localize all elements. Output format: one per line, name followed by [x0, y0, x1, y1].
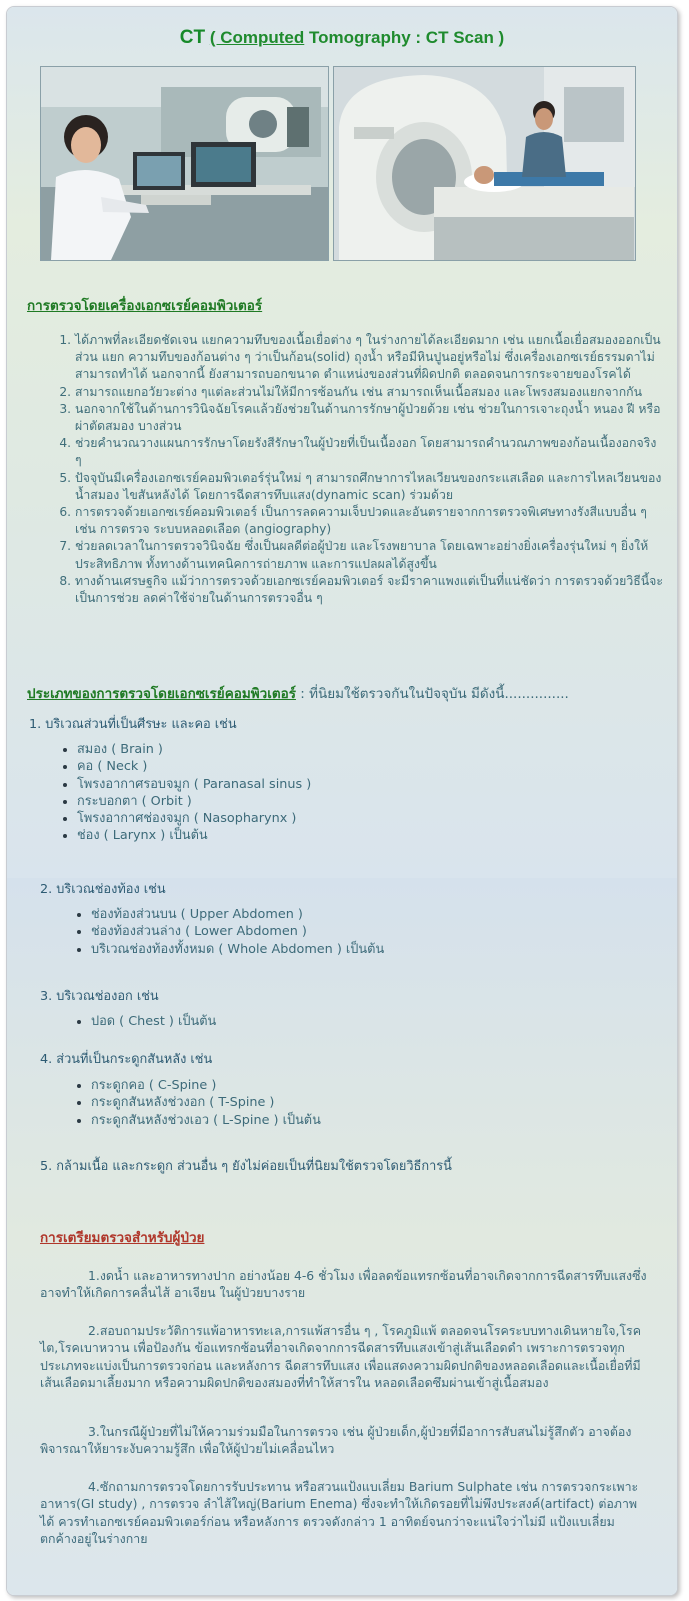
patient-in-ct-scanner-photo	[333, 66, 636, 261]
list-item: • บริเวณช่องท้องทั้งหมด ( Whole Abdomen ) เป็นต้น	[91, 941, 384, 958]
list-item: 1. ได้ภาพที่ละเอียดชัดเจน แยกความทึบของเนื้อเยื่อต่าง ๆ ในร่างกายได้ละเอียดมาก เช่น แยกเนื้อเยื่อสมองออกเป็นส่วน แยก ความทึบของก้อนต่าง ๆ ว่าเป็นก้อน(solid) ถุงน้ำ หรือมีหินปูนอยู่หรือไม่ ซึ่งเครื่องเอกซเรย์ธรรมดาไม่สามารถทำได้ นอกจากนี้ ยังสามารถบอกขนาด ตำแหน่งของส่วนที่ผิดปกติ ตลอดจนการกระจายของโรคได้	[75, 332, 665, 384]
list-item: • ช่องท้องส่วนบน ( Upper Abdomen )	[91, 906, 384, 923]
title-rest: Tomography : CT Scan )	[309, 28, 505, 47]
prep-paragraph: 2.สอบถามประวัติการแพ้อาหารทะเล,การแพ้สารอื่น ๆ , โรคภูมิแพ้ ตลอดจนโรคระบบทางเดินหายใจ,โรคไต,โรคเบาหวาน เพื่อป้องกัน ข้อแทรกซ้อนที่อาจเกิดจากการฉีดสารทึบแสงเข้าสู่เส้นเลือดดำ เพราะการตรวจทุกประเภทจะแบ่งเป็นการตรวจก่อน และหลังการ ฉีดสารทึบแสง เพื่อแสดงความผิดปกติของหลอดเลือดและเนื้อเยื่อที่มีเส้นเลือดมาเลี้ยงมาก หรือความผิดปกติของสมองที่ทำให้สารใน หลอดเลือดซึมผ่านเข้าสู่เนื้อสมอง	[40, 1323, 641, 1390]
types-heading-tail: : ที่นิยมใช้ตรวจกันในปัจจุบัน มีดังนี้...............	[295, 686, 569, 702]
benefits-list	[57, 332, 665, 607]
types-heading: ประเภทของการตรวจโดยเอกซเรย์คอมพิวเตอร์	[27, 686, 296, 702]
list-item: • สมอง ( Brain )	[77, 741, 311, 758]
type-group-label: 4. ส่วนที่เป็นกระดูกสันหลัง เช่น	[40, 1052, 213, 1067]
type-group-label: 5. กล้ามเนื้อ และกระดูก ส่วนอื่น ๆ ยังไม่ค่อยเป็นที่นิยมใช้ตรวจโดยวิธีการนี้	[40, 1159, 452, 1174]
list-item: • คอ ( Neck )	[77, 758, 311, 775]
type-group-list	[73, 1077, 321, 1129]
prep-paragraph: 3.ในกรณีผู้ป่วยที่ไม่ให้ความร่วมมือในการตรวจ เช่น ผู้ป่วยเด็ก,ผู้ป่วยที่มีอาการสับสนไม่รู้สึกตัว อาจต้องพิจารณาให้ยาระงับความรู้สึก เพื่อให้ผู้ป่วยไม่เคลื่อนไหว	[40, 1424, 632, 1457]
list-item: • ช่อง ( Larynx ) เป็นต้น	[77, 827, 311, 844]
type-group-list	[73, 906, 384, 958]
type-group-list	[73, 1013, 216, 1030]
list-item: 8. ทางด้านเศรษฐกิจ แม้ว่าการตรวจด้วยเอกซเรย์คอมพิวเตอร์ จะมีราคาแพงแต่เป็นที่แน่ชัดว่า การตรวจด้วยวิธีนี้จะเป็นการช่วย ลดค่าใช้จ่ายในด้านการตรวจอื่น ๆ	[75, 573, 665, 607]
list-item: 3. นอกจากใช้ในด้านการวินิจฉัยโรคแล้วยังช่วยในด้านการรักษาผู้ป่วยด้วย เช่น ช่วยในการเจาะถุงน้ำ หนอง ฝี หรือผ่าตัดสมอง บางส่วน	[75, 401, 665, 435]
list-item: 2. สามารถแยกอวัยวะต่าง ๆแต่ละส่วนไม่ให้มีการซ้อนกัน เช่น สามารถเห็นเนื้อสมอง และโพรงสมองแยกจากกัน	[75, 384, 665, 401]
types-heading-line	[27, 682, 569, 704]
page-title	[7, 27, 677, 49]
list-item: • โพรงอากาศช่องจมูก ( Nasopharynx )	[77, 810, 311, 827]
list-item: 7. ช่วยลดเวลาในการตรวจวินิจฉัย ซึ่งเป็นผลดีต่อผู้ป่วย และโรงพยาบาล โดยเฉพาะอย่างยิ่งเครื่องรุ่นใหม่ ๆ ยิ่งให้ประสิทธิภาพ ทั้งทางด้านเทคนิคการถ่ายภาพ และการแปลผลได้สูงขึ้น	[75, 538, 665, 572]
page-frame	[6, 6, 678, 1596]
list-item: • กระบอกตา ( Orbit )	[77, 793, 311, 810]
type-group-label: 1. บริเวณส่วนที่เป็นศีรษะ และคอ เช่น	[29, 717, 237, 732]
prep-paragraph: 1.งดน้ำ และอาหารทางปาก อย่างน้อย 4-6 ชั่วโมง เพื่อลดข้อแทรกซ้อนที่อาจเกิดจากการฉีดสารทึบแสงซึ่งอาจทำให้เกิดการคลื่นไส้ อาเจียน ในผู้ป่วยบางราย	[40, 1268, 647, 1301]
prep-heading: การเตรียมตรวจสำหรับผู้ป่วย	[40, 1230, 205, 1246]
list-item: 4. ช่วยคำนวณวางแผนการรักษาโดยรังสีรักษาในผู้ป่วยที่เป็นเนื้องอก โดยสามารถคำนวณภาพของก้อนเนื้องอกจริง ๆ	[75, 435, 665, 469]
type-group-label: 2. บริเวณช่องท้อง เช่น	[40, 882, 166, 897]
list-item: 5. ปัจจุบันมีเครื่องเอกซเรย์คอมพิวเตอร์รุ่นใหม่ ๆ สามารถศึกษาการไหลเวียนของกระแสเลือด และการไหลเวียนของน้ำสมอง ไขสันหลังได้ โดยการฉีดสารทึบแสง(dynamic scan) ร่วมด้วย	[75, 470, 665, 504]
prep-paragraph: 4.ซักถามการตรวจโดยการรับประทาน หรือสวนแป้งแบเลี่ยม Barium Sulphate เช่น การตรวจกระเพาะอาหาร(GI study) , การตรวจ ลำไส้ใหญ่(Barium Enema) ซึ่งจะทำให้เกิดรอยที่ไม่พึงประสงค์(artifact) ต่อภาพได้ ควรทำเอกซเรย์คอมพิวเตอร์ก่อน หรือหลังการ ตรวจดังกล่าว 1 อาทิตย์จนกว่าจะแน่ใจว่าไม่มี แป้งแบเลี่ยมตกค้างอยู่ในร่างกาย	[40, 1479, 639, 1546]
list-item: • ปอด ( Chest ) เป็นต้น	[91, 1013, 216, 1030]
list-item: • โพรงอากาศรอบจมูก ( Paranasal sinus )	[77, 776, 311, 793]
technologist-at-ct-console-photo	[40, 66, 329, 261]
title-computed: ( Computed	[209, 28, 305, 47]
benefits-heading: การตรวจโดยเครื่องเอกซเรย์คอมพิวเตอร์	[27, 298, 263, 314]
type-group-list	[59, 741, 311, 845]
list-item: • ช่องท้องส่วนล่าง ( Lower Abdomen )	[91, 923, 384, 940]
type-group-label: 3. บริเวณช่องอก เช่น	[40, 989, 159, 1004]
lower-panel	[7, 878, 677, 1595]
list-item: • กระดูกสันหลังช่วงอก ( T-Spine )	[91, 1094, 321, 1111]
list-item: • กระดูกสันหลังช่วงเอว ( L-Spine ) เป็นต้น	[91, 1112, 321, 1129]
title-ct: CT	[179, 27, 206, 48]
list-item: • กระดูกคอ ( C-Spine )	[91, 1077, 321, 1094]
list-item: 6. การตรวจด้วยเอกซเรย์คอมพิวเตอร์ เป็นการลดความเจ็บปวดและอันตรายจากการตรวจพิเศษทางรังสีแบบอื่น ๆ เช่น การตรวจ ระบบหลอดเลือด (angiography)	[75, 504, 665, 538]
upper-panel	[7, 7, 677, 878]
